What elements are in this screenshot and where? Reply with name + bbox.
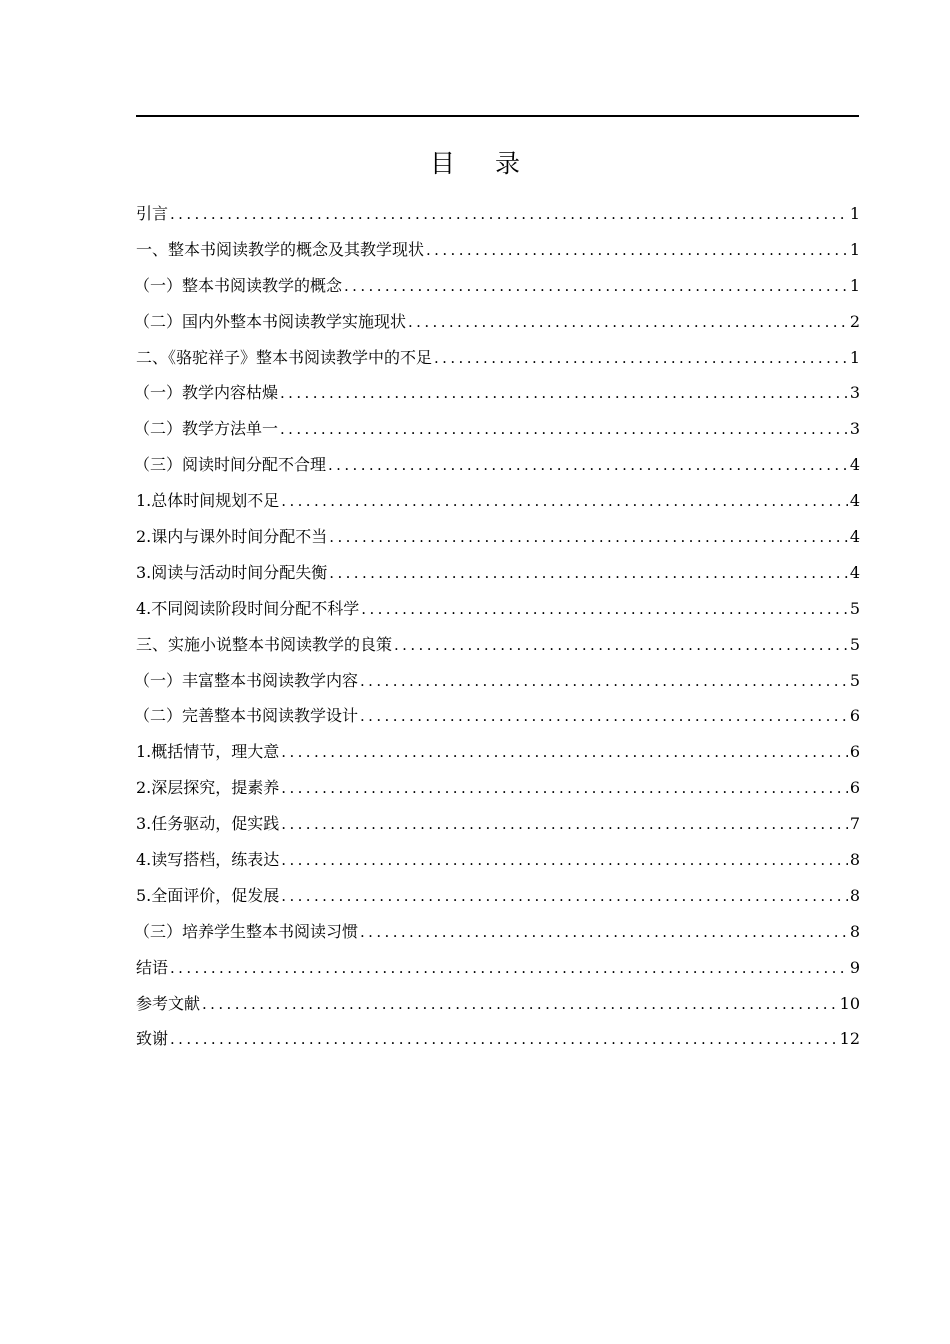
toc-entry[interactable]: [136, 774, 860, 810]
toc-entry-label: （二）完善整本书阅读教学设计: [134, 706, 359, 726]
toc-entry-page: 5: [849, 598, 860, 618]
toc-entry-page: 5: [849, 634, 860, 654]
toc-dot-leader: [281, 810, 848, 838]
toc-entry-label: 二、《骆驼祥子》整本书阅读教学中的不足: [136, 347, 433, 367]
toc-entry-page: 1: [849, 204, 860, 223]
toc-entry-label: 1.概括情节，理大意: [136, 742, 280, 762]
toc-entry-label: 3.任务驱动，促实践: [136, 814, 280, 834]
toc-entry[interactable]: [136, 236, 860, 272]
toc-dot-leader: [360, 918, 848, 946]
toc-dot-leader: [281, 846, 848, 874]
toc-dot-leader: [281, 882, 848, 910]
toc-dot-leader: [329, 559, 848, 587]
toc-dot-leader: [281, 774, 848, 802]
toc-entry[interactable]: [136, 344, 860, 380]
toc-dot-leader: [280, 379, 848, 407]
toc-entry-page: 1: [849, 239, 860, 259]
toc-dot-leader: [281, 487, 848, 515]
toc-dot-leader: [426, 236, 848, 264]
toc-entry-label: （一）整本书阅读教学的概念: [134, 275, 343, 295]
toc-entry[interactable]: [136, 200, 860, 236]
toc-entry-label: 引言: [136, 204, 169, 223]
toc-entry-label: （一）丰富整本书阅读教学内容: [134, 670, 359, 690]
toc-entry-page: 2: [849, 311, 860, 331]
toc-entry[interactable]: [136, 882, 860, 918]
toc-entry-page: 6: [849, 742, 860, 762]
toc-entry-label: 一、整本书阅读教学的概念及其教学现状: [136, 239, 425, 259]
toc-dot-leader: [408, 308, 848, 336]
toc-entry-page: 1: [849, 347, 860, 367]
toc-entry[interactable]: [136, 954, 860, 990]
toc-entry-label: （一）教学内容枯燥: [134, 383, 279, 403]
toc-entry-page: 1: [849, 275, 860, 295]
toc-dot-leader: [202, 990, 838, 1018]
toc-entry[interactable]: [136, 1025, 860, 1061]
toc-entry-page: 12: [839, 1029, 860, 1049]
toc-entry[interactable]: [136, 523, 860, 559]
toc-entry-page: 4: [849, 491, 860, 511]
toc-entry-page: 3: [849, 419, 860, 439]
toc-dot-leader: [170, 1025, 838, 1053]
toc-entry-label: 三、实施小说整本书阅读教学的良策: [136, 634, 393, 654]
toc-entry[interactable]: [136, 810, 860, 846]
toc-entry[interactable]: [134, 272, 860, 308]
toc-entry[interactable]: [136, 990, 860, 1026]
toc-entry-page: 8: [849, 850, 860, 870]
toc-entry-label: 4.读写搭档，练表达: [136, 850, 280, 870]
toc-entry-label: （三）培养学生整本书阅读习惯: [134, 921, 359, 941]
toc-entry-page: 8: [849, 921, 860, 941]
toc-entry-page: 4: [849, 527, 860, 547]
toc-entry-page: 6: [849, 778, 860, 798]
toc-entry[interactable]: [136, 631, 860, 667]
toc-entry-page: 10: [839, 993, 860, 1013]
toc-entry-label: 2.深层探究，提素养: [136, 778, 280, 798]
toc-entry-label: 1.总体时间规划不足: [136, 491, 280, 511]
toc-dot-leader: [170, 200, 848, 228]
toc-entry-label: 结语: [136, 957, 169, 977]
toc-dot-leader: [361, 595, 848, 623]
toc-entry[interactable]: [134, 918, 860, 954]
toc-entry-label: 致谢: [136, 1029, 169, 1049]
toc-entry-page: 7: [849, 814, 860, 834]
toc-entry-label: （二）国内外整本书阅读教学实施现状: [134, 311, 407, 331]
toc-entry-page: 9: [849, 957, 860, 977]
toc-entry[interactable]: [134, 702, 860, 738]
toc-dot-leader: [360, 667, 848, 695]
toc-entry-label: 5.全面评价，促发展: [136, 885, 280, 905]
toc-entry-label: （二）教学方法单一: [134, 419, 279, 439]
toc-entry-page: 4: [849, 455, 860, 475]
toc-entry[interactable]: [136, 738, 860, 774]
toc-entry-label: 3.阅读与活动时间分配失衡: [136, 562, 328, 582]
toc-dot-leader: [170, 954, 848, 982]
toc-entry-page: 8: [849, 885, 860, 905]
toc-entry-page: 5: [849, 670, 860, 690]
toc-entry-label: （三）阅读时间分配不合理: [134, 455, 327, 475]
toc-entry-label: 参考文献: [136, 993, 201, 1013]
toc-list: [136, 200, 860, 1061]
toc-entry[interactable]: [134, 308, 860, 344]
toc-entry[interactable]: [136, 595, 860, 631]
toc-entry-page: 4: [849, 562, 860, 582]
header-rule: [136, 115, 859, 117]
toc-entry-page: 6: [849, 706, 860, 726]
toc-entry[interactable]: [134, 415, 860, 451]
toc-entry-label: 4.不同阅读阶段时间分配不科学: [136, 598, 360, 618]
toc-dot-leader: [394, 631, 848, 659]
toc-dot-leader: [328, 451, 848, 479]
toc-entry[interactable]: [136, 846, 860, 882]
toc-dot-leader: [434, 344, 848, 372]
toc-dot-leader: [344, 272, 848, 300]
toc-title: 目录: [429, 149, 560, 178]
toc-entry[interactable]: [136, 559, 860, 595]
toc-entry-label: 2.课内与课外时间分配不当: [136, 527, 328, 547]
toc-dot-leader: [280, 415, 848, 443]
toc-entry[interactable]: [134, 379, 860, 415]
toc-entry-page: 3: [849, 383, 860, 403]
toc-dot-leader: [329, 523, 848, 551]
toc-dot-leader: [360, 702, 848, 730]
toc-dot-leader: [281, 738, 848, 766]
toc-entry[interactable]: [136, 487, 860, 523]
toc-entry[interactable]: [134, 667, 860, 703]
toc-entry[interactable]: [134, 451, 860, 487]
